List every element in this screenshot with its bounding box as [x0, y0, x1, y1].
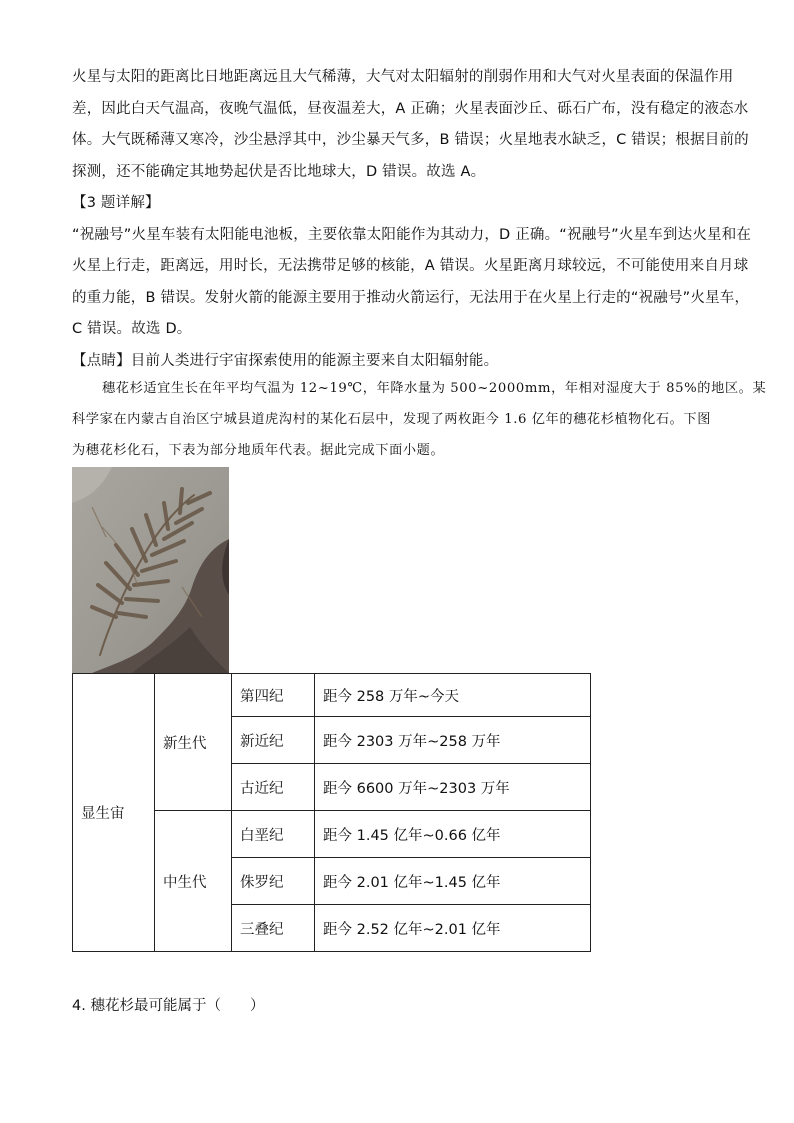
period-cell: 新近纪 [232, 717, 315, 764]
key-point: 【点睛】目前人类进行宇宙探索使用的能源主要来自太阳辐射能。 [72, 352, 499, 369]
text-line: 的重力能，B 错误。发射火箭的能源主要用于推动火箭运行，无法用于在火星上行走的“祝融号”火星车， [72, 289, 750, 306]
material-paragraph [72, 373, 767, 466]
range-cell: 距今 6600 万年~2303 万年 [315, 764, 591, 811]
period-cell: 侏罗纪 [232, 858, 315, 905]
range-cell: 距今 258 万年~今天 [315, 674, 591, 717]
range-cell: 距今 2.01 亿年~1.45 亿年 [315, 858, 591, 905]
period-cell: 第四纪 [232, 674, 315, 717]
answer-paragraph-q2 [72, 62, 752, 377]
period-cell: 三叠纪 [232, 905, 315, 952]
text-line: 火星与太阳的距离比日地距离远且大气稀薄，大气对太阳辐射的削弱作用和大气对火星表面的保温作用 [72, 69, 734, 85]
text-line: C 错误。故选 D。 [72, 321, 192, 337]
period-cell: 古近纪 [232, 764, 315, 811]
question-4: 4. 穗花杉最可能属于（ ） [72, 998, 265, 1014]
range-cell: 距今 2303 万年~258 万年 [315, 717, 591, 764]
geologic-time-table [72, 673, 591, 952]
text-line: 体。大气既稀薄又寒冷，沙尘悬浮其中，沙尘暴天气多，B 错误；火星地表水缺乏，C 错误；根据目前的 [72, 132, 749, 148]
text-line: “祝融号”火星车装有太阳能电池板，主要依靠太阳能作为其动力，D 正确。“祝融号”火星车到达火星和在 [72, 226, 752, 243]
range-cell: 距今 2.52 亿年~2.01 亿年 [315, 905, 591, 952]
period-cell: 白垩纪 [232, 811, 315, 858]
era-cell: 新生代 [155, 674, 232, 811]
text-line: 科学家在内蒙古自治区宁城县道虎沟村的某化石层中，发现了两枚距今 1.6 亿年的穗花杉植物化石。下图 [72, 412, 712, 427]
text-line: 差，因此白天气温高，夜晚气温低，昼夜温差大，A 正确；火星表面沙丘、砾石广布，没有稳定的液态水 [72, 100, 749, 117]
text-line: 火星上行走，距离远，用时长，无法携带足够的核能，A 错误。火星距离月球较远，不可能使用来自月球 [72, 258, 749, 274]
plant-fossil-image [72, 467, 229, 673]
range-cell: 距今 1.45 亿年~0.66 亿年 [315, 811, 591, 858]
text-line: 为穗花杉化石，下表为部分地质年代表。据此完成下面小题。 [72, 443, 445, 458]
text-line: 探测，还不能确定其地势起伏是否比地球大，D 错误。故选 A。 [72, 163, 486, 180]
era-cell: 中生代 [155, 811, 232, 952]
eon-cell: 显生宙 [73, 674, 155, 952]
text-line: 穗花杉适宜生长在年平均气温为 12~19℃，年降水量为 500~2000mm，年相对湿度大于 85%的地区。某 [102, 381, 767, 396]
section-heading: 【3 题详解】 [72, 195, 160, 211]
